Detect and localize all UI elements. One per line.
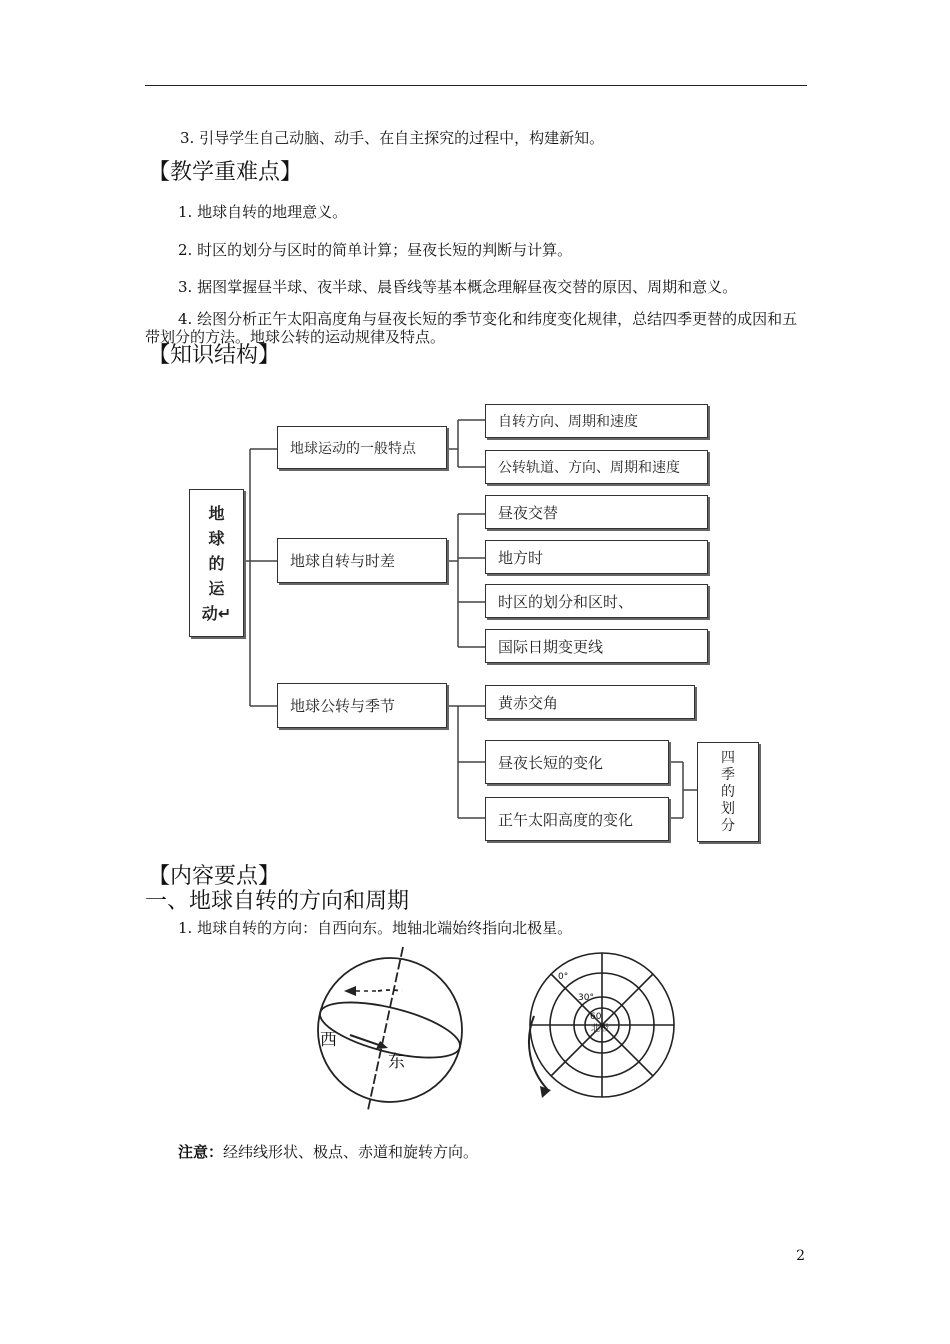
leaf-time-zones: 时区的划分和区时、 (485, 584, 708, 618)
root-char: 运 (208, 578, 225, 598)
latitude-60-label: 60 (590, 1012, 602, 1022)
leaf-local-time: 地方时 (485, 540, 708, 574)
content-item-1: 1. 地球自转的方向：自西向东。地轴北端始终指向北极星。 (178, 919, 573, 937)
difficulty-item-3: 3. 据图掌握昼半球、夜半球、晨昏线等基本概念理解昼夜交替的原因、周期和意义。 (178, 278, 738, 296)
seasons-box (697, 742, 759, 842)
note-label: 注意： (178, 1143, 224, 1161)
seasons-char: 四 (721, 749, 735, 766)
root-char: 的 (208, 553, 225, 573)
seasons-char: 季 (721, 766, 735, 783)
branch-revolution-seasons: 地球公转与季节 (277, 683, 447, 728)
seasons-char: 的 (721, 783, 735, 800)
branch-general-features: 地球运动的一般特点 (277, 426, 447, 469)
difficulty-item-1: 1. 地球自转的地理意义。 (178, 203, 348, 221)
root-char: 球 (208, 528, 225, 548)
leaf-solar-altitude-change: 正午太阳高度的变化 (485, 797, 669, 841)
leaf-rotation-basics: 自转方向、周期和速度 (485, 404, 708, 438)
difficulty-item-4: 4. 绘图分析正午太阳高度角与昼夜长短的季节变化和纬度变化规律，总结四季更替的成因和五带划分的方法。地球公转的运动规律及特点。 (145, 310, 798, 346)
difficulty-item-2: 2. 时区的划分与区时的简单计算；昼夜长短的判断与计算。 (178, 241, 573, 259)
leaf-revolution-basics: 公转轨道、方向、周期和速度 (485, 450, 708, 484)
root-char: 地 (208, 503, 225, 523)
section-1-title: 一、地球自转的方向和周期 (145, 889, 410, 914)
leaf-daylength-change: 昼夜长短的变化 (485, 740, 669, 784)
page-number: 2 (796, 1248, 805, 1264)
leaf-day-night: 昼夜交替 (485, 495, 708, 529)
branch-rotation-time: 地球自转与时差 (277, 538, 447, 583)
difficulties-heading: 【教学重难点】 (148, 160, 303, 185)
structure-heading: 【知识结构】 (148, 343, 281, 368)
content-heading: 【内容要点】 (148, 864, 281, 889)
east-label: 东 (388, 1052, 405, 1072)
note-line (178, 1142, 478, 1162)
leaf-obliquity: 黄赤交角 (485, 685, 695, 719)
root-char: 动↵ (201, 603, 232, 623)
latitude-30-label: 30° (578, 993, 594, 1003)
objective-item-3: 3. 引导学生自己动脑、动手、在自主探究的过程中，构建新知。 (180, 129, 605, 147)
seasons-char: 划 (721, 800, 735, 817)
polar-figure (510, 948, 685, 1108)
leaf-date-line: 国际日期变更线 (485, 629, 708, 663)
note-text: 经纬线形状、极点、赤道和旋转方向。 (223, 1143, 479, 1161)
seasons-char: 分 (721, 817, 735, 834)
north-pole-label: 北极 (591, 1024, 610, 1034)
west-label: 西 (320, 1030, 337, 1050)
root-box (189, 489, 244, 637)
globe-figure (300, 945, 475, 1115)
latitude-0-label: 0° (558, 972, 569, 982)
